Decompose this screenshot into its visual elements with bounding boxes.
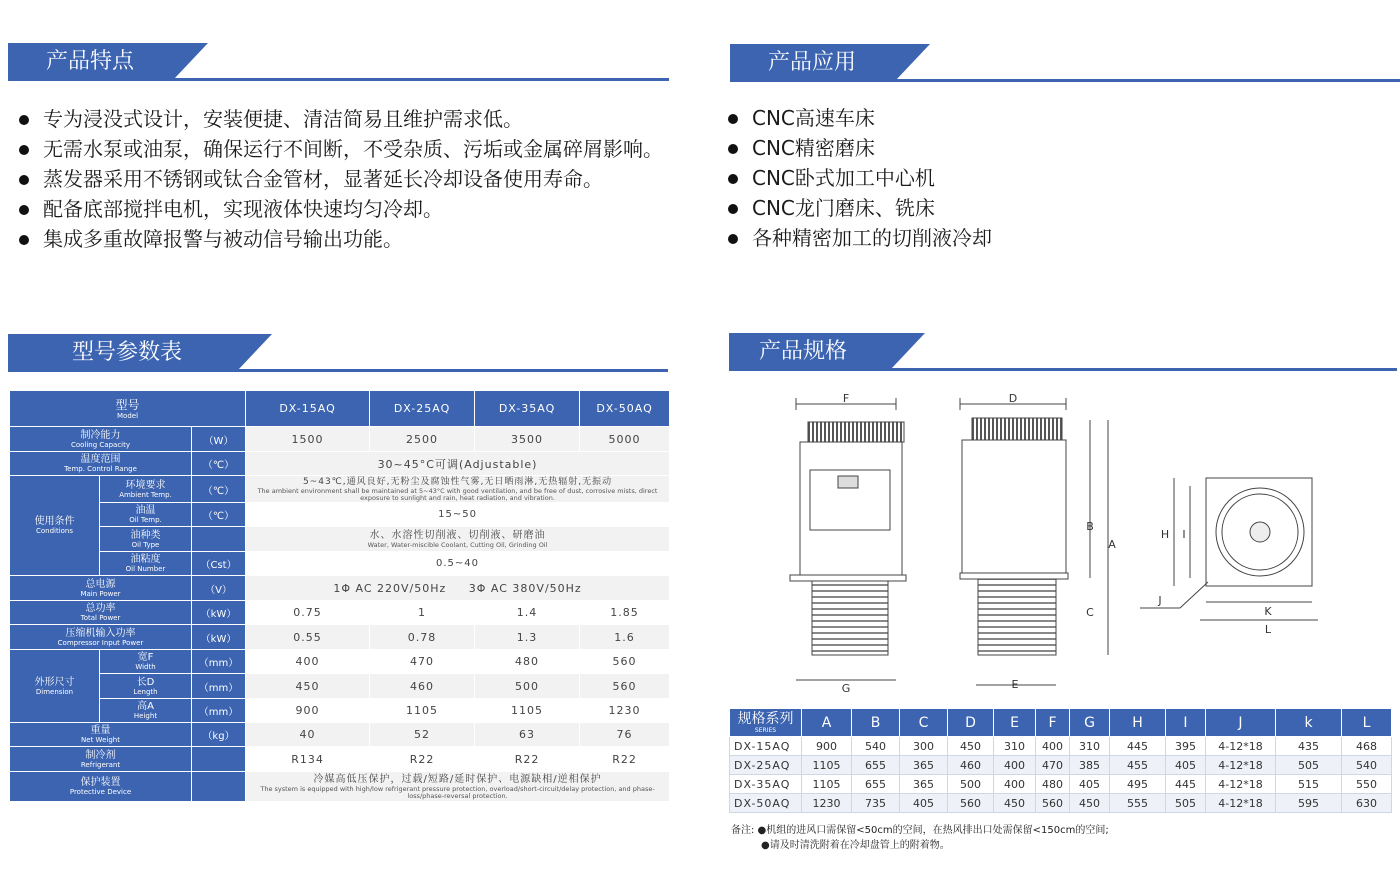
col-header: E [994, 709, 1036, 737]
list-item: 集成多重故障报警与被动信号输出功能。 [13, 224, 673, 254]
table-row [10, 650, 670, 674]
table-cell: 450 [1070, 794, 1110, 813]
table-row [10, 625, 670, 650]
row-unit [192, 772, 246, 802]
col-header: I [1166, 709, 1206, 737]
list-item: 蒸发器采用不锈钢或钛合金管材，显著延长冷却设备使用寿命。 [13, 164, 673, 194]
table-cell: 1500 [246, 427, 370, 452]
row-label: 温度范围 Temp. Control Range [10, 452, 192, 476]
table-cell: 4-12*18 [1206, 756, 1276, 775]
table-cell: 505 [1166, 794, 1206, 813]
row-label: 保护装置 Protective Device [10, 772, 192, 802]
spec-header [729, 333, 1397, 373]
table-row [10, 674, 670, 699]
table-cell: 1105 [370, 699, 475, 723]
table-row [10, 601, 670, 625]
table-cell: 560 [580, 650, 670, 674]
table-cell: 655 [852, 756, 900, 775]
list-item: 无需水泵或油泵，确保运行不间断，不受杂质、污垢或金属碎屑影响。 [13, 134, 673, 164]
row-label: 制冷能力 Cooling Capacity [10, 427, 192, 452]
table-cell: 450 [994, 794, 1036, 813]
col-header: G [1070, 709, 1110, 737]
features-header [8, 43, 669, 83]
table-row [730, 709, 1392, 737]
table-cell: 540 [852, 737, 900, 756]
applications-header [730, 44, 1400, 84]
table-cell: 450 [246, 674, 370, 699]
col-header: J [1206, 709, 1276, 737]
table-cell: 735 [852, 794, 900, 813]
table-cell: 400 [994, 775, 1036, 794]
row-unit: （Cst） [192, 552, 246, 576]
table-cell: 595 [1276, 794, 1342, 813]
table-cell: 550 [1342, 775, 1392, 794]
table-cell: 76 [580, 723, 670, 747]
row-unit: （mm） [192, 674, 246, 699]
row-unit: （kW） [192, 601, 246, 625]
table-cell: 555 [1110, 794, 1166, 813]
table-cell: 冷媒高低压保护，过载/短路/延时保护、电源缺相/逆相保护 The system is equipped with high/low refrigerant pressure protection, overload/short-circuit/delay protection, and phase-loss/phase-reversal protection. [246, 772, 670, 802]
table-cell: 水、水溶性切削液、切削液、研磨油 Water, Water-miscible Coolant, Cutting Oil, Grinding Oil [246, 527, 670, 552]
table-cell: 460 [948, 756, 994, 775]
table-cell: 0.78 [370, 625, 475, 650]
table-cell: 505 [1276, 756, 1342, 775]
dim-label: G [841, 682, 851, 695]
table-cell: 460 [370, 674, 475, 699]
list-item: CNC龙门磨床、铣床 [722, 193, 1322, 223]
table-cell: 495 [1110, 775, 1166, 794]
table-cell: 365 [900, 756, 948, 775]
note-line: 备注: ●机组的进风口需保留<50cm的空间，在热风排出口处需保留<150cm的空间; [731, 825, 1109, 836]
top-view [1140, 478, 1318, 620]
col-header: L [1342, 709, 1392, 737]
conditions-label: 使用条件 Conditions [10, 476, 100, 576]
row-unit: （V） [192, 576, 246, 601]
row-unit: （mm） [192, 699, 246, 723]
row-unit [192, 747, 246, 772]
row-label: 制冷剂 Refrigerant [10, 747, 192, 772]
table-row [10, 576, 670, 601]
table-cell: R22 [580, 747, 670, 772]
dim-label: K [1264, 605, 1272, 618]
table-cell: 900 [246, 699, 370, 723]
table-row [10, 552, 670, 576]
table-row [730, 775, 1392, 794]
table-cell: 40 [246, 723, 370, 747]
row-unit: （℃） [192, 452, 246, 476]
col-header: C [900, 709, 948, 737]
table-cell: 1230 [802, 794, 852, 813]
row-label: 油粘度 Oil Number [100, 552, 192, 576]
dim-label: B [1086, 520, 1094, 533]
col-header: H [1110, 709, 1166, 737]
row-label: 总电源 Main Power [10, 576, 192, 601]
list-item: CNC高速车床 [722, 103, 1322, 133]
table-cell: 480 [1036, 775, 1070, 794]
list-item: 配备底部搅拌电机，实现液体快速均匀冷却。 [13, 194, 673, 224]
col-header: D [948, 709, 994, 737]
table-cell: 1 [370, 601, 475, 625]
table-cell: 30~45°C可调(Adjustable) [246, 452, 670, 476]
features-list [13, 104, 673, 254]
table-cell: 470 [1036, 756, 1070, 775]
spec-title: 产品规格 [729, 333, 891, 369]
table-cell: 310 [994, 737, 1036, 756]
table-row [10, 723, 670, 747]
table-cell: 385 [1070, 756, 1110, 775]
table-cell: 1.3 [475, 625, 580, 650]
table-cell: 5000 [580, 427, 670, 452]
table-cell: DX-35AQ [730, 775, 802, 794]
table-cell: DX-25AQ [730, 756, 802, 775]
table-cell: 400 [1036, 737, 1070, 756]
table-cell: DX-50AQ [730, 794, 802, 813]
table-row [730, 737, 1392, 756]
table-cell: 1105 [475, 699, 580, 723]
table-cell: 0.55 [246, 625, 370, 650]
table-cell: 4-12*18 [1206, 794, 1276, 813]
series-header: 规格系列 SERIES [730, 709, 802, 737]
row-unit [192, 527, 246, 552]
table-cell: 0.75 [246, 601, 370, 625]
applications-rule [730, 79, 1400, 82]
table-cell: 630 [1342, 794, 1392, 813]
table-cell: 500 [948, 775, 994, 794]
table-cell: 5~43℃,通风良好,无粉尘及腐蚀性气雾,无日晒雨淋,无热辐射,无振动 The ambient environment shall be maintained at 5~43°C with good ventilation, and be free of dust, corrosive mists, direct exposure to sunlight and rain, heat radiation, and vibration. [246, 476, 670, 503]
table-cell: 1.6 [580, 625, 670, 650]
param-title: 型号参数表 [8, 334, 238, 370]
param-rule [8, 369, 668, 372]
dim-label: F [842, 392, 850, 405]
model-col-4: DX-50AQ [580, 391, 670, 427]
table-cell: 2500 [370, 427, 475, 452]
side-view [960, 398, 1108, 685]
dim-label: C [1086, 606, 1094, 619]
note-line: ●请及时清洗附着在冷却盘管上的附着物。 [761, 840, 950, 851]
table-cell: 560 [948, 794, 994, 813]
table-cell: 560 [580, 674, 670, 699]
dim-label: E [1011, 678, 1019, 691]
row-label: 压缩机输入功率 Compressor Input Power [10, 625, 192, 650]
table-cell: 405 [1166, 756, 1206, 775]
table-cell: 310 [1070, 737, 1110, 756]
table-row [10, 391, 670, 427]
table-cell: 560 [1036, 794, 1070, 813]
col-header: B [852, 709, 900, 737]
table-row [10, 427, 670, 452]
table-row [10, 747, 670, 772]
dimension-label: 外形尺寸 Dimension [10, 650, 100, 723]
applications-title: 产品应用 [730, 44, 896, 80]
table-cell: 1.85 [580, 601, 670, 625]
model-col-3: DX-35AQ [475, 391, 580, 427]
dimension-drawing [728, 380, 1398, 700]
table-cell: 1105 [802, 775, 852, 794]
row-label: 高A Height [100, 699, 192, 723]
row-label: 环境要求 Ambient Temp. [100, 476, 192, 503]
col-header: A [802, 709, 852, 737]
row-unit: （℃） [192, 503, 246, 527]
row-unit: （kW） [192, 625, 246, 650]
table-cell: 63 [475, 723, 580, 747]
spec-rule [729, 368, 1397, 371]
table-cell: 4-12*18 [1206, 775, 1276, 794]
param-header [8, 334, 668, 374]
table-cell: 468 [1342, 737, 1392, 756]
table-cell: 300 [900, 737, 948, 756]
row-label: 油种类 Oil Type [100, 527, 192, 552]
list-item: CNC卧式加工中心机 [722, 163, 1322, 193]
table-row [10, 772, 670, 802]
table-cell: 1230 [580, 699, 670, 723]
table-row [730, 794, 1392, 813]
dim-label: A [1108, 538, 1116, 551]
row-unit: （kg） [192, 723, 246, 747]
table-cell: 405 [900, 794, 948, 813]
table-cell: R134 [246, 747, 370, 772]
table-cell: 405 [1070, 775, 1110, 794]
dim-label: H [1160, 528, 1170, 541]
table-cell: 15~50 [246, 503, 670, 527]
row-label: 宽F Width [100, 650, 192, 674]
table-cell: DX-15AQ [730, 737, 802, 756]
table-cell: 4-12*18 [1206, 737, 1276, 756]
table-cell: 400 [246, 650, 370, 674]
model-col-2: DX-25AQ [370, 391, 475, 427]
notes [731, 823, 1109, 853]
row-unit: （℃） [192, 476, 246, 503]
table-cell: 470 [370, 650, 475, 674]
table-cell: 445 [1110, 737, 1166, 756]
features-title: 产品特点 [8, 43, 174, 79]
table-cell: 480 [475, 650, 580, 674]
row-unit: （mm） [192, 650, 246, 674]
row-unit: （W） [192, 427, 246, 452]
table-cell: 540 [1342, 756, 1392, 775]
col-header: F [1036, 709, 1070, 737]
applications-list [722, 103, 1322, 253]
param-table [9, 390, 670, 802]
table-cell: 655 [852, 775, 900, 794]
features-rule [8, 78, 669, 81]
table-cell: 455 [1110, 756, 1166, 775]
row-label: 长D Length [100, 674, 192, 699]
table-row [10, 527, 670, 552]
table-cell: 1Φ AC 220V/50Hz 3Φ AC 380V/50Hz [246, 576, 670, 601]
model-header: 型号 Model [10, 391, 246, 427]
table-row [10, 503, 670, 527]
table-cell: 400 [994, 756, 1036, 775]
spec-table [729, 708, 1392, 813]
table-cell: R22 [475, 747, 580, 772]
table-cell: 500 [475, 674, 580, 699]
list-item: 各种精密加工的切削液冷却 [722, 223, 1322, 253]
table-row [10, 699, 670, 723]
row-label: 油温 Oil Temp. [100, 503, 192, 527]
list-item: 专为浸没式设计，安装便捷、清洁简易且维护需求低。 [13, 104, 673, 134]
row-label: 总功率 Total Power [10, 601, 192, 625]
col-header: k [1276, 709, 1342, 737]
table-cell: 1.4 [475, 601, 580, 625]
table-cell: 1105 [802, 756, 852, 775]
table-cell: 52 [370, 723, 475, 747]
dim-label: L [1264, 623, 1272, 636]
table-cell: 365 [900, 775, 948, 794]
table-cell: 3500 [475, 427, 580, 452]
row-label: 重量 Net Weight [10, 723, 192, 747]
dim-label: D [1008, 392, 1018, 405]
list-item: CNC精密磨床 [722, 133, 1322, 163]
table-cell: 515 [1276, 775, 1342, 794]
table-cell: 450 [948, 737, 994, 756]
dim-label: J [1158, 594, 1162, 607]
table-cell: 0.5~40 [246, 552, 670, 576]
table-row [10, 476, 670, 503]
table-cell: 445 [1166, 775, 1206, 794]
table-cell: 900 [802, 737, 852, 756]
front-view [790, 398, 906, 680]
dim-label: I [1182, 528, 1186, 541]
table-row [10, 452, 670, 476]
table-cell: 435 [1276, 737, 1342, 756]
table-cell: 395 [1166, 737, 1206, 756]
model-col-1: DX-15AQ [246, 391, 370, 427]
table-row [730, 756, 1392, 775]
table-cell: R22 [370, 747, 475, 772]
